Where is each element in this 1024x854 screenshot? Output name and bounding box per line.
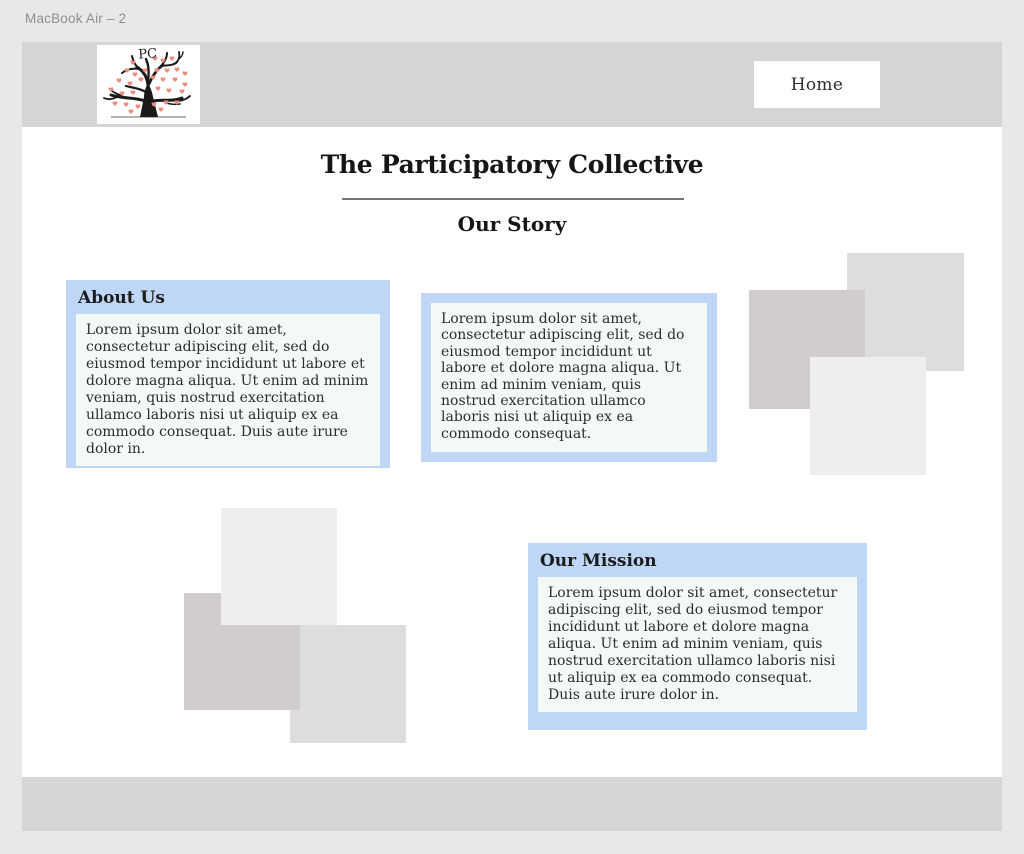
about-us-title: About Us: [78, 288, 165, 308]
mission-card: [528, 543, 867, 730]
section-subtitle: Our Story: [457, 212, 567, 236]
about-us-card: [66, 280, 390, 468]
tree-logo-icon: [97, 45, 200, 124]
website-frame: [22, 42, 1002, 831]
title-divider: [342, 198, 684, 200]
home-button[interactable]: Home: [754, 61, 880, 108]
story-body: Lorem ipsum dolor sit amet, consectetur adipiscing elit, sed do eiusmod tempor incididunt ut labore et dolore magna aliqua. Ut enim ad minim veniam, quis nostrud exercitation ullamco laboris nisi ut aliquip ex ea commodo consequat.: [431, 303, 707, 452]
mission-body: Lorem ipsum dolor sit amet, consectetur adipiscing elit, sed do eiusmod tempor incididunt ut labore et dolore magna aliqua. Ut enim ad minim veniam, quis nostrud exercitation ullamco laboris nisi ut aliquip ex ea commodo consequat. Duis aute irure dolor in.: [538, 577, 857, 712]
site-footer: [22, 777, 1002, 831]
image-placeholder-square: [290, 625, 406, 743]
logo-text: PC: [137, 46, 158, 63]
image-placeholder-square: [810, 357, 926, 475]
site-header: [22, 42, 1002, 127]
image-placeholder-square: [221, 508, 337, 625]
story-card: [421, 293, 717, 462]
page-title: The Participatory Collective: [320, 150, 704, 179]
mission-title: Our Mission: [540, 551, 657, 571]
about-us-body: Lorem ipsum dolor sit amet, consectetur adipiscing elit, sed do eiusmod tempor incididunt ut labore et dolore magna aliqua. Ut enim ad minim veniam, quis nostrud exercitation ullamco laboris nisi ut aliquip ex ea commodo consequat. Duis aute irure dolor in.: [76, 314, 380, 466]
frame-label: MacBook Air – 2: [25, 11, 127, 26]
site-logo[interactable]: [97, 45, 200, 124]
